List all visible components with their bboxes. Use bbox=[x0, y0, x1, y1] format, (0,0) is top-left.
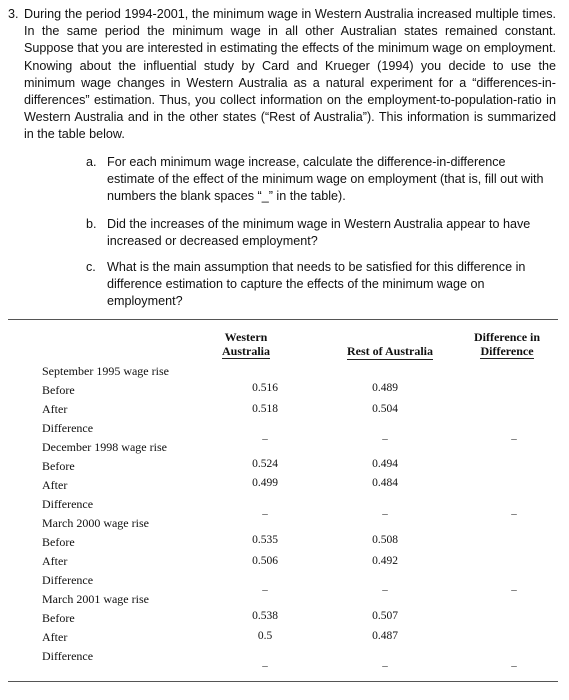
table-cell-wa: 0.5 bbox=[257, 630, 273, 642]
table-bottom-rule bbox=[8, 681, 558, 682]
table-cell-wa: 0.506 bbox=[252, 555, 278, 567]
table-row-label: Difference bbox=[42, 421, 94, 435]
table-row-label: Difference bbox=[42, 649, 94, 663]
header-text: Australia bbox=[222, 343, 270, 358]
table-cell-wa: 0.535 bbox=[252, 534, 278, 546]
table-row-label: After bbox=[42, 478, 68, 492]
subquestion-text: For each minimum wage increase, calculate the difference-in-difference estimate of the effect of the minimum wage on employment (that is, fill out with numbers the blank spaces “_” in the table). bbox=[107, 155, 544, 204]
table-cell-wa: 0.499 bbox=[252, 477, 278, 489]
table-row-label: After bbox=[42, 402, 68, 416]
header-text: Western bbox=[224, 330, 268, 344]
table-cell-wa: 0.524 bbox=[252, 458, 278, 470]
blank-space-did: _ bbox=[511, 429, 517, 441]
table-row-label: After bbox=[42, 554, 68, 568]
blank-space-rest: _ bbox=[382, 429, 388, 441]
header-text: Difference in bbox=[473, 330, 541, 344]
subquestion-c bbox=[86, 259, 548, 311]
table-section-label: December 1998 wage rise bbox=[42, 440, 167, 454]
table-cell-wa: 0.516 bbox=[252, 382, 278, 394]
table-row-label: Before bbox=[42, 611, 75, 625]
table-cell-wa: 0.538 bbox=[252, 610, 278, 622]
table-cell-rest: 0.492 bbox=[372, 555, 398, 567]
table-cell-wa: 0.518 bbox=[252, 403, 278, 415]
table-cell-rest: 0.494 bbox=[372, 458, 398, 470]
blank-space-wa: _ bbox=[262, 656, 268, 668]
subquestion-a bbox=[86, 154, 548, 206]
subquestion-label: c. bbox=[86, 260, 96, 274]
blank-space-wa: _ bbox=[262, 504, 268, 516]
table-cell-rest: 0.508 bbox=[372, 534, 398, 546]
header-rest-of-australia bbox=[330, 345, 450, 360]
table-section-label: March 2001 wage rise bbox=[42, 592, 149, 606]
table-row-label: Before bbox=[42, 383, 75, 397]
header-text: Rest of Australia bbox=[347, 344, 433, 358]
question-text: During the period 1994-2001, the minimum wage in Western Australia increased multiple times. In the same period the minimum wage in all other Australian states remained constant. Suppose that you are interested in estimating the effects of the minimum wage on employment. Knowing about the influential study by Card and Krueger (1994) you decide to use the minimum wage changes in Western Australia as a natural experiment for a “differences-in-differences” estimation. Thus, you collect information on the employment-to-population-ratio in Western Australia and in the other states (“Rest of Australia”). This information is summarized in the table below. bbox=[24, 7, 556, 142]
header-text: Difference bbox=[480, 343, 534, 358]
table-section-label: September 1995 wage rise bbox=[42, 364, 169, 378]
blank-space-rest: _ bbox=[382, 504, 388, 516]
blank-space-rest: _ bbox=[382, 580, 388, 592]
blank-space-wa: _ bbox=[262, 580, 268, 592]
question-block bbox=[8, 6, 556, 144]
table-cell-rest: 0.507 bbox=[372, 610, 398, 622]
table-row-label: Before bbox=[42, 459, 75, 473]
table-cell-rest: 0.504 bbox=[372, 403, 398, 415]
subquestion-text: What is the main assumption that needs to be satisfied for this difference in difference estimation to capture the effects of the minimum wage on employment? bbox=[107, 260, 526, 309]
subquestion-label: b. bbox=[86, 217, 97, 231]
blank-space-rest: _ bbox=[382, 656, 388, 668]
header-western-australia bbox=[206, 331, 286, 359]
table-cell-rest: 0.484 bbox=[372, 477, 398, 489]
subquestion-b bbox=[86, 216, 548, 250]
table-row-label: Difference bbox=[42, 497, 94, 511]
subquestion-text: Did the increases of the minimum wage in Western Australia appear to have increased or decreased employment? bbox=[107, 217, 531, 249]
header-difference-in-difference bbox=[462, 331, 552, 359]
blank-space-did: _ bbox=[511, 580, 517, 592]
blank-space-did: _ bbox=[511, 656, 517, 668]
table-cell-rest: 0.489 bbox=[372, 382, 398, 394]
table-row-label: After bbox=[42, 630, 68, 644]
table-row-label: Before bbox=[42, 535, 75, 549]
question-number: 3. bbox=[8, 7, 19, 21]
subquestion-label: a. bbox=[86, 155, 97, 169]
table-row-label: Difference bbox=[42, 573, 94, 587]
table-section-label: March 2000 wage rise bbox=[42, 516, 149, 530]
blank-space-wa: _ bbox=[262, 429, 268, 441]
table-cell-rest: 0.487 bbox=[372, 630, 398, 642]
table-top-rule bbox=[8, 319, 558, 320]
blank-space-did: _ bbox=[511, 504, 517, 516]
